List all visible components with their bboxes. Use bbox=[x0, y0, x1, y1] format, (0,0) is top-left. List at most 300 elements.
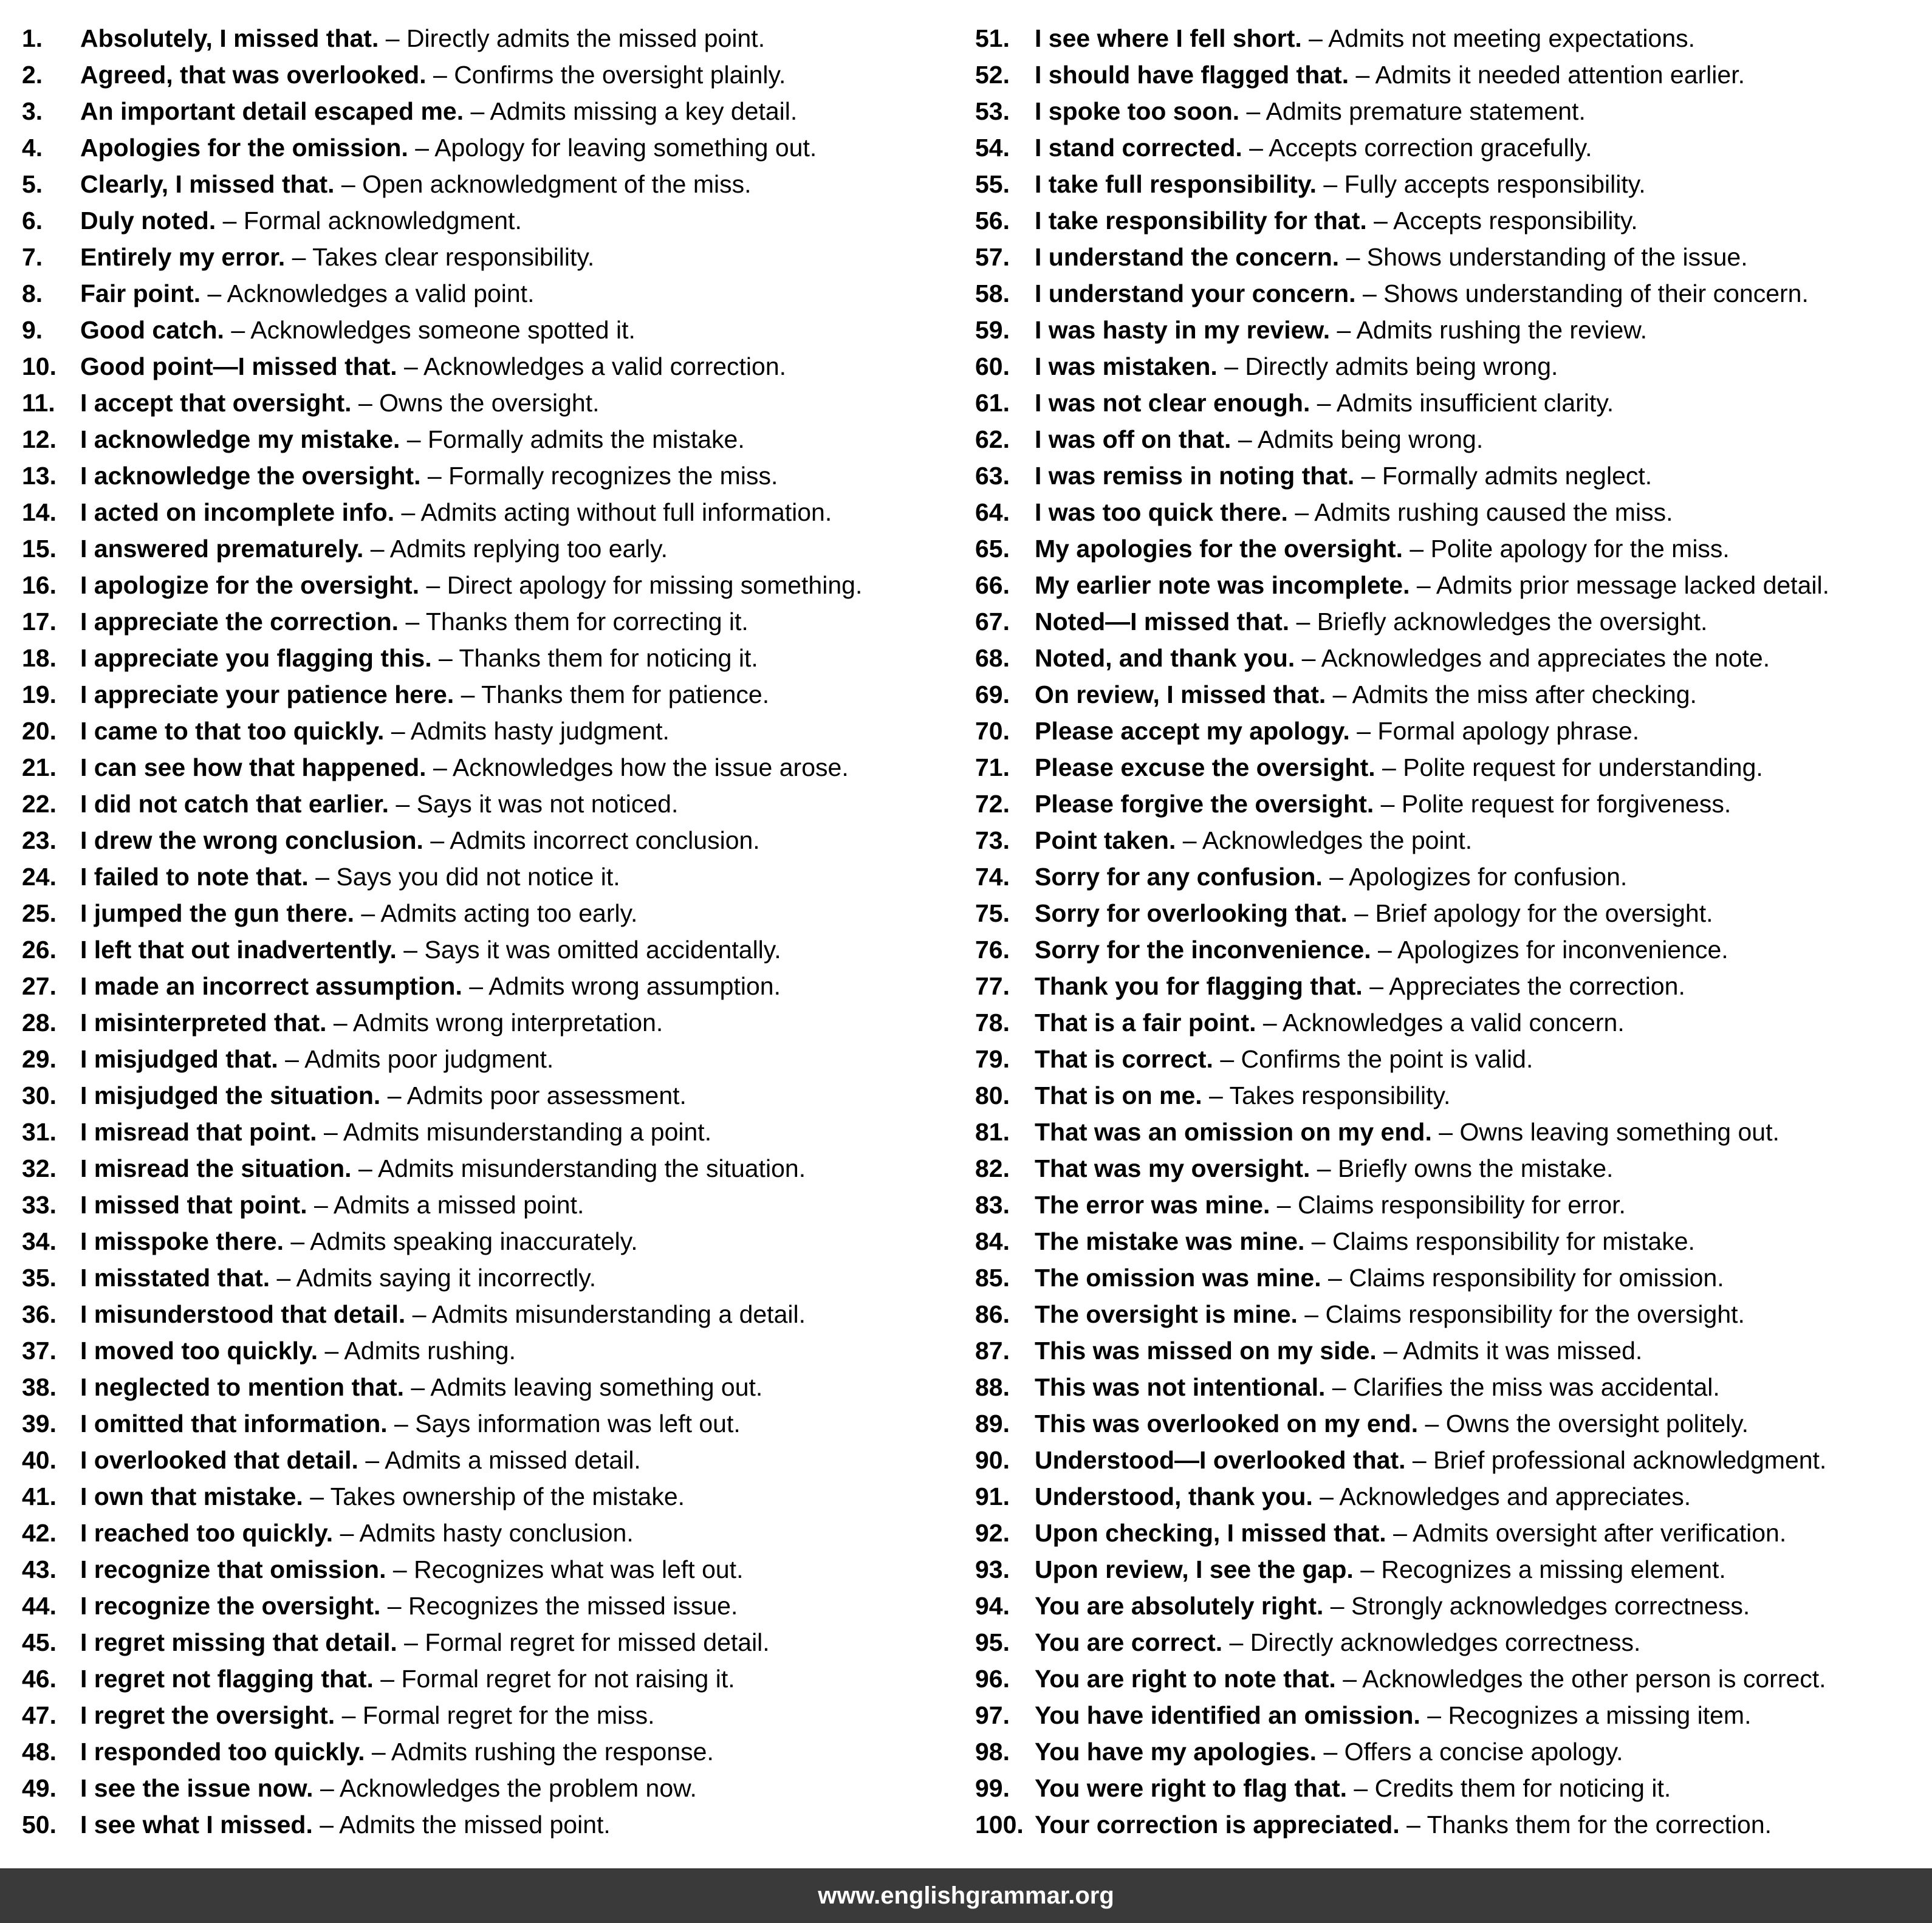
item-number: 23. bbox=[22, 826, 57, 854]
item-phrase: I take responsibility for that. bbox=[1035, 207, 1367, 235]
list-item bbox=[22, 1405, 970, 1442]
item-phrase: I was too quick there. bbox=[1035, 498, 1288, 526]
item-description: Admits incorrect conclusion. bbox=[450, 826, 760, 854]
item-number: 19. bbox=[22, 680, 57, 708]
item-phrase: That was an omission on my end. bbox=[1035, 1118, 1432, 1146]
item-separator: – bbox=[1335, 1665, 1363, 1693]
item-phrase: I misread that point. bbox=[80, 1118, 317, 1146]
list-item bbox=[975, 1405, 1923, 1442]
item-description: Appreciates the correction. bbox=[1389, 972, 1685, 1000]
item-number: 6. bbox=[22, 207, 43, 235]
item-phrase: You are absolutely right. bbox=[1035, 1592, 1324, 1620]
item-number: 61. bbox=[975, 389, 1010, 417]
item-number: 60. bbox=[975, 352, 1010, 380]
item-phrase: On review, I missed that. bbox=[1035, 680, 1326, 708]
item-separator: – bbox=[384, 717, 411, 745]
item-description: Admits a missed detail. bbox=[385, 1446, 641, 1474]
item-separator: – bbox=[399, 608, 426, 636]
item-separator: – bbox=[285, 243, 313, 271]
item-phrase: An important detail escaped me. bbox=[80, 97, 464, 125]
item-number: 70. bbox=[975, 717, 1010, 745]
item-description: Polite request for understanding. bbox=[1403, 753, 1763, 781]
list-item bbox=[22, 1296, 970, 1332]
item-number: 30. bbox=[22, 1081, 57, 1109]
item-description: Polite apology for the miss. bbox=[1430, 535, 1730, 563]
item-description: Claims responsibility for omission. bbox=[1349, 1264, 1724, 1292]
list-item bbox=[22, 968, 970, 1004]
list-item bbox=[975, 494, 1923, 530]
item-phrase: You are right to note that. bbox=[1035, 1665, 1336, 1693]
item-phrase: Point taken. bbox=[1035, 826, 1176, 854]
item-description: Acknowledges a valid point. bbox=[227, 279, 535, 307]
item-description: Admits replying too early. bbox=[389, 535, 668, 563]
item-phrase: Understood—I overlooked that. bbox=[1035, 1446, 1406, 1474]
list-item bbox=[975, 1223, 1923, 1260]
item-description: Apologizes for confusion. bbox=[1349, 863, 1628, 891]
list-item bbox=[22, 1442, 970, 1478]
item-separator: – bbox=[1213, 1045, 1241, 1073]
item-phrase: I overlooked that detail. bbox=[80, 1446, 358, 1474]
list-item bbox=[975, 1733, 1923, 1770]
item-number: 89. bbox=[975, 1410, 1010, 1438]
item-phrase: I take full responsibility. bbox=[1035, 170, 1317, 198]
item-phrase: I was mistaken. bbox=[1035, 352, 1218, 380]
item-phrase: You were right to flag that. bbox=[1035, 1774, 1348, 1802]
item-phrase: Absolutely, I missed that. bbox=[80, 24, 379, 52]
item-description: Takes responsibility. bbox=[1229, 1081, 1451, 1109]
item-separator: – bbox=[373, 1665, 402, 1693]
item-number: 34. bbox=[22, 1227, 57, 1255]
item-description: Confirms the oversight plainly. bbox=[454, 61, 786, 89]
item-description: Admits not meeting expectations. bbox=[1328, 24, 1696, 52]
item-phrase: Please accept my apology. bbox=[1035, 717, 1350, 745]
list-item bbox=[975, 786, 1923, 822]
item-number: 83. bbox=[975, 1191, 1010, 1219]
item-separator: – bbox=[326, 1009, 353, 1037]
item-number: 39. bbox=[22, 1410, 57, 1438]
item-number: 94. bbox=[975, 1592, 1010, 1620]
item-phrase: You have my apologies. bbox=[1035, 1738, 1317, 1766]
item-separator: – bbox=[1362, 972, 1389, 1000]
item-phrase: Sorry for any confusion. bbox=[1035, 863, 1323, 891]
item-number: 51. bbox=[975, 24, 1010, 52]
item-separator: – bbox=[394, 498, 421, 526]
item-number: 20. bbox=[22, 717, 57, 745]
item-number: 26. bbox=[22, 936, 57, 964]
item-description: Admits oversight after verification. bbox=[1413, 1519, 1787, 1547]
item-phrase: Agreed, that was overlooked. bbox=[80, 61, 426, 89]
item-phrase: That is a fair point. bbox=[1035, 1009, 1256, 1037]
item-separator: – bbox=[389, 790, 417, 818]
item-phrase: This was not intentional. bbox=[1035, 1373, 1326, 1401]
list-item bbox=[22, 1223, 970, 1260]
list-item bbox=[975, 20, 1923, 57]
item-description: Claims responsibility for mistake. bbox=[1332, 1227, 1695, 1255]
item-phrase: Fair point. bbox=[80, 279, 201, 307]
item-description: Claims responsibility for error. bbox=[1297, 1191, 1626, 1219]
list-item bbox=[975, 129, 1923, 166]
item-phrase: I failed to note that. bbox=[80, 863, 309, 891]
item-number: 64. bbox=[975, 498, 1010, 526]
item-separator: – bbox=[1402, 535, 1431, 563]
item-separator: – bbox=[1317, 170, 1345, 198]
item-phrase: The mistake was mine. bbox=[1035, 1227, 1305, 1255]
item-number: 17. bbox=[22, 608, 57, 636]
item-separator: – bbox=[307, 1191, 334, 1219]
item-description: Formal regret for the miss. bbox=[362, 1701, 655, 1729]
item-phrase: I answered prematurely. bbox=[80, 535, 364, 563]
item-number: 75. bbox=[975, 899, 1010, 927]
item-phrase: I spoke too soon. bbox=[1035, 97, 1240, 125]
item-phrase: Please forgive the oversight. bbox=[1035, 790, 1374, 818]
item-separator: – bbox=[1317, 1738, 1345, 1766]
item-separator: – bbox=[1420, 1701, 1448, 1729]
item-description: Admits speaking inaccurately. bbox=[310, 1227, 638, 1255]
item-separator: – bbox=[1399, 1811, 1427, 1839]
list-item bbox=[22, 129, 970, 166]
phrase-list-left-column bbox=[22, 20, 970, 1843]
item-separator: – bbox=[354, 899, 381, 927]
list-item bbox=[975, 859, 1923, 895]
item-description: Brief professional acknowledgment. bbox=[1433, 1446, 1827, 1474]
list-item bbox=[22, 202, 970, 239]
item-phrase: You are correct. bbox=[1035, 1628, 1223, 1656]
item-phrase: I acknowledge my mistake. bbox=[80, 425, 400, 453]
item-number: 2. bbox=[22, 61, 43, 89]
item-number: 10. bbox=[22, 352, 57, 380]
item-separator: – bbox=[278, 1045, 305, 1073]
item-phrase: I acted on incomplete info. bbox=[80, 498, 395, 526]
list-item bbox=[22, 239, 970, 275]
item-separator: – bbox=[387, 1410, 416, 1438]
item-phrase: The oversight is mine. bbox=[1035, 1300, 1298, 1328]
item-number: 38. bbox=[22, 1373, 57, 1401]
item-phrase: My earlier note was incomplete. bbox=[1035, 571, 1410, 599]
item-phrase: I see the issue now. bbox=[80, 1774, 313, 1802]
item-number: 77. bbox=[975, 972, 1010, 1000]
item-description: Admits acting too early. bbox=[380, 899, 638, 927]
item-description: Directly admits the missed point. bbox=[406, 24, 766, 52]
item-number: 79. bbox=[975, 1045, 1010, 1073]
item-separator: – bbox=[1310, 1154, 1338, 1182]
item-number: 15. bbox=[22, 535, 57, 563]
item-description: Confirms the point is valid. bbox=[1241, 1045, 1533, 1073]
list-item bbox=[975, 676, 1923, 713]
item-phrase: I misjudged the situation. bbox=[80, 1081, 381, 1109]
item-number: 92. bbox=[975, 1519, 1010, 1547]
item-separator: – bbox=[1354, 462, 1382, 490]
item-number: 41. bbox=[22, 1483, 57, 1510]
list-item bbox=[22, 421, 970, 458]
item-description: Admits rushing the response. bbox=[391, 1738, 714, 1766]
item-number: 4. bbox=[22, 134, 43, 162]
list-item bbox=[975, 1624, 1923, 1661]
item-description: Admits wrong interpretation. bbox=[352, 1009, 663, 1037]
item-number: 33. bbox=[22, 1191, 57, 1219]
item-description: Apology for leaving something out. bbox=[434, 134, 817, 162]
list-item bbox=[22, 1114, 970, 1150]
item-description: Acknowledges how the issue arose. bbox=[452, 753, 849, 781]
item-description: Admits poor assessment. bbox=[406, 1081, 687, 1109]
list-item bbox=[975, 202, 1923, 239]
item-separator: – bbox=[308, 863, 337, 891]
item-separator: – bbox=[426, 753, 453, 781]
item-separator: – bbox=[1202, 1081, 1230, 1109]
item-separator: – bbox=[1326, 680, 1352, 708]
item-phrase: I came to that too quickly. bbox=[80, 717, 385, 745]
item-description: Directly admits being wrong. bbox=[1245, 352, 1558, 380]
item-separator: – bbox=[365, 1738, 391, 1766]
item-number: 57. bbox=[975, 243, 1010, 271]
item-phrase: Entirely my error. bbox=[80, 243, 286, 271]
list-item bbox=[975, 1077, 1923, 1114]
item-separator: – bbox=[1347, 899, 1375, 927]
item-separator: – bbox=[1310, 389, 1337, 417]
list-item bbox=[22, 822, 970, 859]
list-item bbox=[22, 20, 970, 57]
item-number: 35. bbox=[22, 1264, 57, 1292]
item-description: Takes clear responsibility. bbox=[312, 243, 595, 271]
item-description: Admits misunderstanding the situation. bbox=[377, 1154, 806, 1182]
item-description: Says information was left out. bbox=[415, 1410, 741, 1438]
item-description: Admits poor judgment. bbox=[304, 1045, 554, 1073]
item-number: 84. bbox=[975, 1227, 1010, 1255]
item-separator: – bbox=[358, 1446, 385, 1474]
item-separator: – bbox=[1289, 608, 1317, 636]
item-phrase: I see where I fell short. bbox=[1035, 24, 1302, 52]
item-phrase: I misinterpreted that. bbox=[80, 1009, 327, 1037]
item-phrase: I was hasty in my review. bbox=[1035, 316, 1331, 344]
item-separator: – bbox=[1304, 1227, 1332, 1255]
item-description: Directly acknowledges correctness. bbox=[1250, 1628, 1641, 1656]
item-separator: – bbox=[404, 1373, 431, 1401]
item-description: Admits prior message lacked detail. bbox=[1436, 571, 1829, 599]
item-description: Acknowledges the problem now. bbox=[339, 1774, 697, 1802]
list-item bbox=[22, 676, 970, 713]
item-phrase: I understand your concern. bbox=[1035, 279, 1356, 307]
item-description: Open acknowledgment of the miss. bbox=[362, 170, 752, 198]
phrase-list-right-column bbox=[975, 20, 1923, 1843]
item-description: Acknowledges the point. bbox=[1202, 826, 1473, 854]
item-separator: – bbox=[200, 279, 227, 307]
item-separator: – bbox=[283, 1227, 310, 1255]
item-description: Admits rushing the review. bbox=[1356, 316, 1648, 344]
footer-banner bbox=[0, 1868, 1932, 1923]
item-number: 95. bbox=[975, 1628, 1010, 1656]
item-description: Admits misunderstanding a detail. bbox=[431, 1300, 806, 1328]
item-description: Polite request for forgiveness. bbox=[1401, 790, 1732, 818]
item-phrase: I regret the oversight. bbox=[80, 1701, 335, 1729]
list-item bbox=[22, 786, 970, 822]
item-phrase: I recognize the oversight. bbox=[80, 1592, 381, 1620]
list-item bbox=[22, 859, 970, 895]
list-item bbox=[22, 385, 970, 421]
item-separator: – bbox=[1176, 826, 1202, 854]
list-item bbox=[975, 1332, 1923, 1369]
item-description: Acknowledges a valid correction. bbox=[423, 352, 787, 380]
item-phrase: I own that mistake. bbox=[80, 1483, 303, 1510]
item-phrase: Sorry for overlooking that. bbox=[1035, 899, 1348, 927]
item-description: Formally admits the mistake. bbox=[428, 425, 745, 453]
item-number: 7. bbox=[22, 243, 43, 271]
list-item bbox=[22, 713, 970, 749]
item-separator: – bbox=[334, 170, 363, 198]
list-item bbox=[975, 1296, 1923, 1332]
list-item bbox=[975, 931, 1923, 968]
item-description: Formal apology phrase. bbox=[1377, 717, 1640, 745]
list-item bbox=[975, 1442, 1923, 1478]
item-number: 25. bbox=[22, 899, 57, 927]
list-item bbox=[975, 749, 1923, 786]
item-separator: – bbox=[270, 1264, 296, 1292]
item-description: Says you did not notice it. bbox=[336, 863, 620, 891]
item-number: 11. bbox=[22, 389, 55, 417]
list-item bbox=[975, 1114, 1923, 1150]
item-number: 96. bbox=[975, 1665, 1010, 1693]
item-number: 63. bbox=[975, 462, 1010, 490]
item-description: Accepts correction gracefully. bbox=[1269, 134, 1592, 162]
item-phrase: I responded too quickly. bbox=[80, 1738, 365, 1766]
item-separator: – bbox=[1339, 243, 1367, 271]
item-number: 72. bbox=[975, 790, 1010, 818]
item-description: Acknowledges and appreciates the note. bbox=[1321, 644, 1770, 672]
item-separator: – bbox=[420, 462, 449, 490]
item-description: Thanks them for noticing it. bbox=[459, 644, 758, 672]
list-item bbox=[975, 421, 1923, 458]
item-phrase: I regret missing that detail. bbox=[80, 1628, 397, 1656]
item-phrase: Noted—I missed that. bbox=[1035, 608, 1290, 636]
item-separator: – bbox=[1239, 97, 1266, 125]
item-description: Recognizes a missing item. bbox=[1448, 1701, 1752, 1729]
item-separator: – bbox=[1325, 1373, 1353, 1401]
item-description: Briefly acknowledges the oversight. bbox=[1317, 608, 1708, 636]
item-phrase: I misjudged that. bbox=[80, 1045, 278, 1073]
item-number: 22. bbox=[22, 790, 57, 818]
list-item bbox=[22, 1077, 970, 1114]
item-phrase: I stand corrected. bbox=[1035, 134, 1242, 162]
item-separator: – bbox=[1330, 316, 1357, 344]
item-description: Thanks them for correcting it. bbox=[425, 608, 748, 636]
item-number: 52. bbox=[975, 61, 1010, 89]
item-separator: – bbox=[1322, 863, 1349, 891]
item-number: 59. bbox=[975, 316, 1010, 344]
item-number: 49. bbox=[22, 1774, 57, 1802]
item-phrase: Please excuse the oversight. bbox=[1035, 753, 1375, 781]
item-number: 21. bbox=[22, 753, 57, 781]
list-item bbox=[975, 312, 1923, 348]
item-phrase: Noted, and thank you. bbox=[1035, 644, 1295, 672]
item-phrase: That is on me. bbox=[1035, 1081, 1202, 1109]
item-phrase: Sorry for the inconvenience. bbox=[1035, 936, 1371, 964]
item-number: 36. bbox=[22, 1300, 57, 1328]
item-number: 27. bbox=[22, 972, 57, 1000]
list-item bbox=[22, 348, 970, 385]
item-number: 53. bbox=[975, 97, 1010, 125]
item-number: 48. bbox=[22, 1738, 57, 1766]
list-item bbox=[975, 1041, 1923, 1077]
item-description: Acknowledges a valid concern. bbox=[1282, 1009, 1625, 1037]
item-separator: – bbox=[397, 1628, 425, 1656]
list-item bbox=[22, 931, 970, 968]
item-number: 67. bbox=[975, 608, 1010, 636]
item-separator: – bbox=[1374, 790, 1402, 818]
item-number: 55. bbox=[975, 170, 1010, 198]
item-number: 65. bbox=[975, 535, 1010, 563]
item-number: 90. bbox=[975, 1446, 1010, 1474]
item-number: 42. bbox=[22, 1519, 57, 1547]
item-number: 100. bbox=[975, 1811, 1024, 1839]
item-number: 66. bbox=[975, 571, 1010, 599]
item-phrase: I moved too quickly. bbox=[80, 1337, 318, 1365]
item-description: Credits them for noticing it. bbox=[1374, 1774, 1671, 1802]
item-phrase: This was overlooked on my end. bbox=[1035, 1410, 1419, 1438]
item-description: Thanks them for patience. bbox=[481, 680, 770, 708]
list-item bbox=[975, 895, 1923, 931]
item-number: 37. bbox=[22, 1337, 57, 1365]
item-phrase: Understood, thank you. bbox=[1035, 1483, 1313, 1510]
item-number: 74. bbox=[975, 863, 1010, 891]
item-separator: – bbox=[1375, 753, 1403, 781]
item-separator: – bbox=[419, 571, 447, 599]
item-separator: – bbox=[396, 936, 425, 964]
item-separator: – bbox=[1231, 425, 1258, 453]
item-phrase: I appreciate you flagging this. bbox=[80, 644, 432, 672]
list-item bbox=[975, 822, 1923, 859]
item-separator: – bbox=[1287, 498, 1315, 526]
item-phrase: Good point—I missed that. bbox=[80, 352, 397, 380]
item-phrase: I misunderstood that detail. bbox=[80, 1300, 406, 1328]
item-phrase: The omission was mine. bbox=[1035, 1264, 1321, 1292]
item-description: Admits it was missed. bbox=[1403, 1337, 1643, 1365]
item-description: Admits the missed point. bbox=[339, 1811, 611, 1839]
item-separator: – bbox=[1312, 1483, 1340, 1510]
item-phrase: I reached too quickly. bbox=[80, 1519, 334, 1547]
item-separator: – bbox=[1217, 352, 1245, 380]
item-description: Accepts responsibility. bbox=[1393, 207, 1638, 235]
item-separator: – bbox=[313, 1774, 340, 1802]
list-item bbox=[22, 567, 970, 603]
item-number: 69. bbox=[975, 680, 1010, 708]
item-phrase: I misread the situation. bbox=[80, 1154, 352, 1182]
list-item bbox=[22, 1041, 970, 1077]
item-separator: – bbox=[351, 1154, 378, 1182]
item-separator: – bbox=[1405, 1446, 1434, 1474]
list-item bbox=[975, 1661, 1923, 1697]
item-phrase: I misstated that. bbox=[80, 1264, 270, 1292]
item-separator: – bbox=[380, 1592, 408, 1620]
list-item bbox=[22, 1551, 970, 1588]
item-phrase: My apologies for the oversight. bbox=[1035, 535, 1403, 563]
item-number: 86. bbox=[975, 1300, 1010, 1328]
item-separator: – bbox=[1222, 1628, 1250, 1656]
item-number: 98. bbox=[975, 1738, 1010, 1766]
item-separator: – bbox=[351, 389, 380, 417]
item-number: 50. bbox=[22, 1811, 57, 1839]
item-separator: – bbox=[380, 1081, 407, 1109]
item-description: Admits insufficient clarity. bbox=[1336, 389, 1614, 417]
item-separator: – bbox=[1418, 1410, 1446, 1438]
list-item bbox=[22, 275, 970, 312]
item-separator: – bbox=[462, 972, 489, 1000]
item-description: Strongly acknowledges correctness. bbox=[1351, 1592, 1750, 1620]
item-number: 5. bbox=[22, 170, 43, 198]
item-separator: – bbox=[312, 1811, 340, 1839]
item-number: 80. bbox=[975, 1081, 1010, 1109]
item-description: Recognizes what was left out. bbox=[414, 1555, 744, 1583]
item-number: 91. bbox=[975, 1483, 1010, 1510]
list-item bbox=[975, 603, 1923, 640]
item-description: Acknowledges the other person is correct. bbox=[1362, 1665, 1826, 1693]
